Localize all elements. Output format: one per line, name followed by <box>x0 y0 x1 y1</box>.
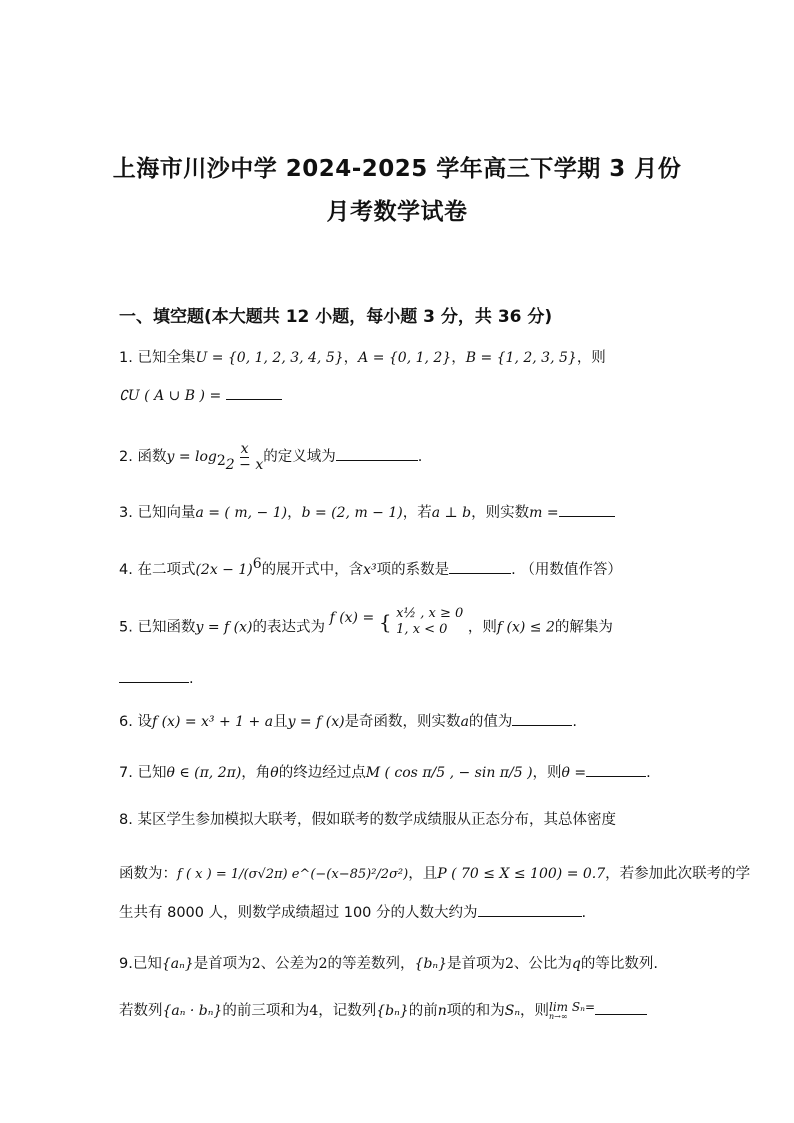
q3-vector-b: b = (2, m − 1) <box>301 505 403 521</box>
q5-answer-blank[interactable] <box>119 668 189 683</box>
question-1-line2 <box>119 385 282 405</box>
q1-complement-expr: ∁U ( A ∪ B ) = <box>119 388 222 404</box>
q4-answer-blank[interactable] <box>449 559 511 574</box>
question-6: 6. 设f (x) = x³ + 1 + a且y = f (x)是奇函数，则实数a的值为 . <box>119 711 577 731</box>
question-5-line1: 5. 已知函数y = f (x)的表达式为 f (x) = { x½ , x ≥ 0 1, x < 0 ，则f (x) ≤ 2的解集为 <box>119 606 613 637</box>
q9-answer-blank[interactable] <box>595 1000 647 1015</box>
q7-point-m: M ( cos π/5 , − sin π/5 ) <box>365 765 533 781</box>
section-fill-in-heading: 一、填空题(本大题共 12 小题，每小题 3 分，共 36 分) <box>119 307 553 327</box>
question-9-line1: 9.已知{aₙ}是首项为2、公差为2的等差数列，{bₙ}是首项为2、公比为q的等比数列. <box>119 956 658 972</box>
q2-answer-blank[interactable] <box>336 446 418 461</box>
question-8-line2: 函数为：f ( x ) = 1/(σ√2π) e^(−(x−85)²/2σ²)，且P ( 70 ≤ X ≤ 100) = 0.7，若参加此次联考的学 <box>119 866 751 882</box>
q5-piecewise-brace: { <box>378 609 392 634</box>
question-8-line1: 8. 某区学生参加模拟大联考，假如联考的数学成绩服从正态分布，其总体密度 <box>119 812 616 828</box>
q3-vector-a: a = ( m, − 1) <box>195 505 288 521</box>
q8-density-function: f ( x ) = 1/(σ√2π) e^(−(x−85)²/2σ²) <box>177 867 409 882</box>
question-4: 4. 在二项式$(2x - 1)^6$的展开式中，含x³项的系数是 . （用数值作答） <box>119 556 622 578</box>
q1-number: 1. <box>119 350 133 366</box>
q8-answer-blank[interactable] <box>478 902 582 917</box>
question-5-line2: . <box>119 668 194 688</box>
q6-answer-blank[interactable] <box>512 711 572 726</box>
exam-title-line2: 月考数学试卷 <box>326 199 468 225</box>
q7-answer-blank[interactable] <box>586 762 646 777</box>
q2-fraction: $\frac{x}{2 - x}$ <box>225 441 264 473</box>
q5-piecewise-cases: x½ , x ≥ 0 1, x < 0 <box>396 606 464 637</box>
question-3: 3. 已知向量a = ( m, − 1)，b = (2, m − 1)，若a ⊥ b，则实数m = <box>119 502 615 522</box>
q9-limit: lim Sₙ= n→∞ <box>549 1000 596 1021</box>
q3-answer-blank[interactable] <box>559 502 615 517</box>
question-9-line2: 若数列{aₙ · bₙ}的前三项和为4，记数列{bₙ}的前n项的和为Sₙ，则 lim Sₙ= n→∞ <box>119 1000 647 1021</box>
question-8-line3: 生共有 8000 人，则数学成绩超过 100 分的人数大约为 . <box>119 902 586 922</box>
question-1-line1: 1. 已知全集U = {0, 1, 2, 3, 4, 5}，A = {0, 1, 2}，B = {1, 2, 3, 5}，则 <box>119 350 606 366</box>
q1-set-b: B = {1, 2, 3, 5} <box>465 350 577 366</box>
exam-title-line1: 上海市川沙中学 2024-2025 学年高三下学期 3 月份 <box>112 156 682 182</box>
q1-set-u: U = {0, 1, 2, 3, 4, 5} <box>195 350 344 366</box>
q1-set-a: A = {0, 1, 2} <box>358 350 452 366</box>
question-2: 2. 函数$y = \log_2$ $\frac{x}{2 - x}$ 的定义域为 . <box>119 441 423 473</box>
q1-answer-blank[interactable] <box>226 385 282 400</box>
question-7: 7. 已知θ ∈ (π, 2π)，角θ的终边经过点M ( cos π/5 , − sin π/5 )，则θ = . <box>119 762 651 782</box>
